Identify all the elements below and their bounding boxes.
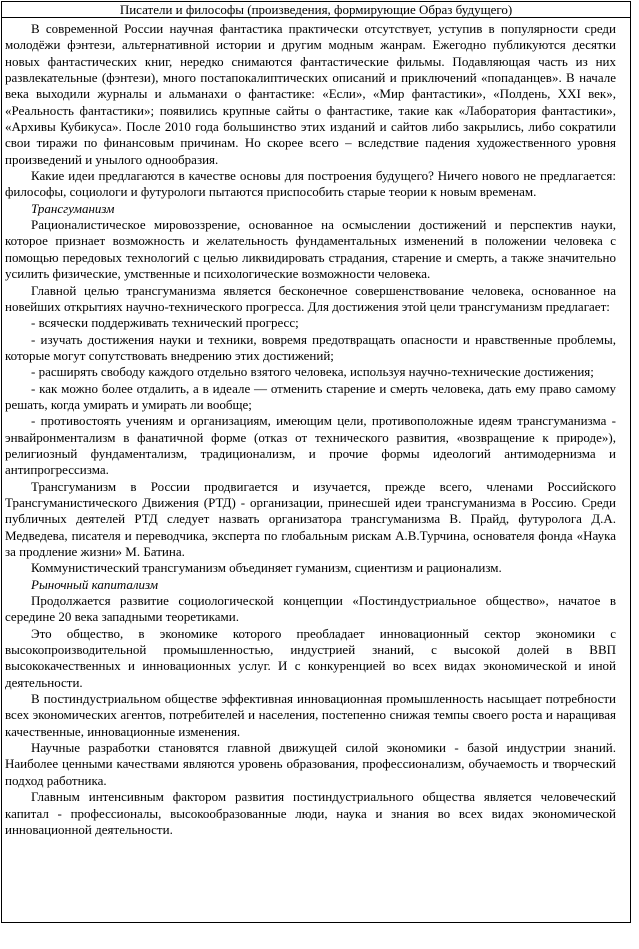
document-title: Писатели и философы (произведения, формирующие Образ будущего) (2, 2, 630, 18)
document-body (2, 18, 630, 922)
paragraph: Рационалистическое мировоззрение, основанное на осмыслении достижений и перспектив науки, которое признает возможность и желательность фундаментальных изменений в положении человека с помощью передовых технологий с целью ликвидировать страдания, старение и смерть, а также значительно усилить физические, умственные и психологические возможности человека. (5, 217, 616, 282)
paragraph: Продолжается развитие социологической концепции «Постиндустриальное общество», начатое в середине 20 века западными теоретиками. (5, 593, 616, 625)
section-heading: Трансгуманизм (31, 200, 115, 216)
paragraph: Коммунистический трансгуманизм объединяет гуманизм, сциентизм и рационализм. (31, 560, 502, 576)
section-heading: Рыночный капитализм (31, 576, 159, 592)
paragraph: В современной России научная фантастика практически отсутствует, уступив в популярности среди молодёжи фэнтези, альтернативной истории и другим модным жанрам. Ежегодно публикуются десятки новых фантастических книг, нередко снимаются фантастические фильмы. Подавляющая часть из них развлекательные (фэнтези), много постапокалиптических описаний и приключений «попаданцев». В начале века выходили журналы и альманахи о фантастике: «Если», «Мир фантастики», «Полдень, XXI век», «Реальность фантастики»; появились крупные сайты о фантастике, такие как «Лаборатория фантастики», «Архивы Кубикуса». После 2010 года большинство этих изданий и сайтов либо закрылись, либо сократили свои тиражи по финансовым причинам. Но скорее всего – вследствие падения художественного уровня произведений и унылого однообразия. (5, 21, 616, 167)
paragraph: - противостоять учениям и организациям, имеющим цели, противоположные идеям трансгуманизма - энвайронментализм в фанатичной форме (отказ от технического развития, «возвращение к природе»), религиозный фундаментализм, традиционализм, и прочие формы идеологий антимодернизма и антипрогрессизма. (5, 413, 616, 478)
paragraph: - расширять свободу каждого отдельно взятого человека, используя научно-технические достижения; (31, 364, 594, 380)
paragraph: Главным интенсивным фактором развития постиндустриального общества является человеческий капитал - профессионалы, высокообразованные люди, наука и знания во всех видах экономической инновационной деятельности. (5, 789, 616, 837)
document-frame (1, 1, 631, 923)
paragraph: - изучать достижения науки и техники, вовремя предотвращать опасности и нравственные проблемы, которые могут сопутствовать внедрению этих достижений; (5, 331, 616, 363)
paragraph: Научные разработки становятся главной движущей силой экономики - базой индустрии знаний. Наиболее ценными качествами являются уровень образования, профессионализм, обучаемость и творческий подход работника. (5, 740, 616, 788)
paragraph: Это общество, в экономике которого преобладает инновационный сектор экономики с высокопроизводительной промышленностью, индустрией знаний, с высокой долей в ВВП высококачественных и инновационных услуг. И с конкуренцией во всех видах экономической и иной деятельности. (5, 625, 616, 690)
paragraph: - как можно более отдалить, а в идеале — отменить старение и смерть человека, дать ему право самому решать, когда умирать и умирать ли вообще; (5, 380, 616, 412)
paragraph: Главной целью трансгуманизма является бесконечное совершенствование человека, основанное на новейших открытиях научно-технического прогресса. Для достижения этой цели трансгуманизм предлагает: (5, 282, 616, 314)
paragraph: В постиндустриальном обществе эффективная инновационная промышленность насыщает потребности всех экономических агентов, потребителей и населения, постепенно снижая темпы своего роста и наращивая качественные, инновационные изменения. (5, 691, 616, 739)
paragraph: Трансгуманизм в России продвигается и изучается, прежде всего, членами Российского Трансгуманистического Движения (РТД) - организации, принесшей идеи трансгуманизма в Россию. Среди публичных деятелей РТД следует назвать организатора трансгуманизма В. Прайд, футуролога Д.А. Медведева, писателя и переводчика, эксперта по глобальным рискам А.В.Турчина, основателя фонда «Наука за продление жизни» М. Батина. (5, 478, 616, 559)
paragraph: Какие идеи предлагаются в качестве основы для построения будущего? Ничего нового не предлагается: философы, социологи и футурологи пытаются приспособить старые теории к новым временам. (5, 168, 616, 200)
paragraph: - всячески поддерживать технический прогресс; (31, 315, 299, 331)
